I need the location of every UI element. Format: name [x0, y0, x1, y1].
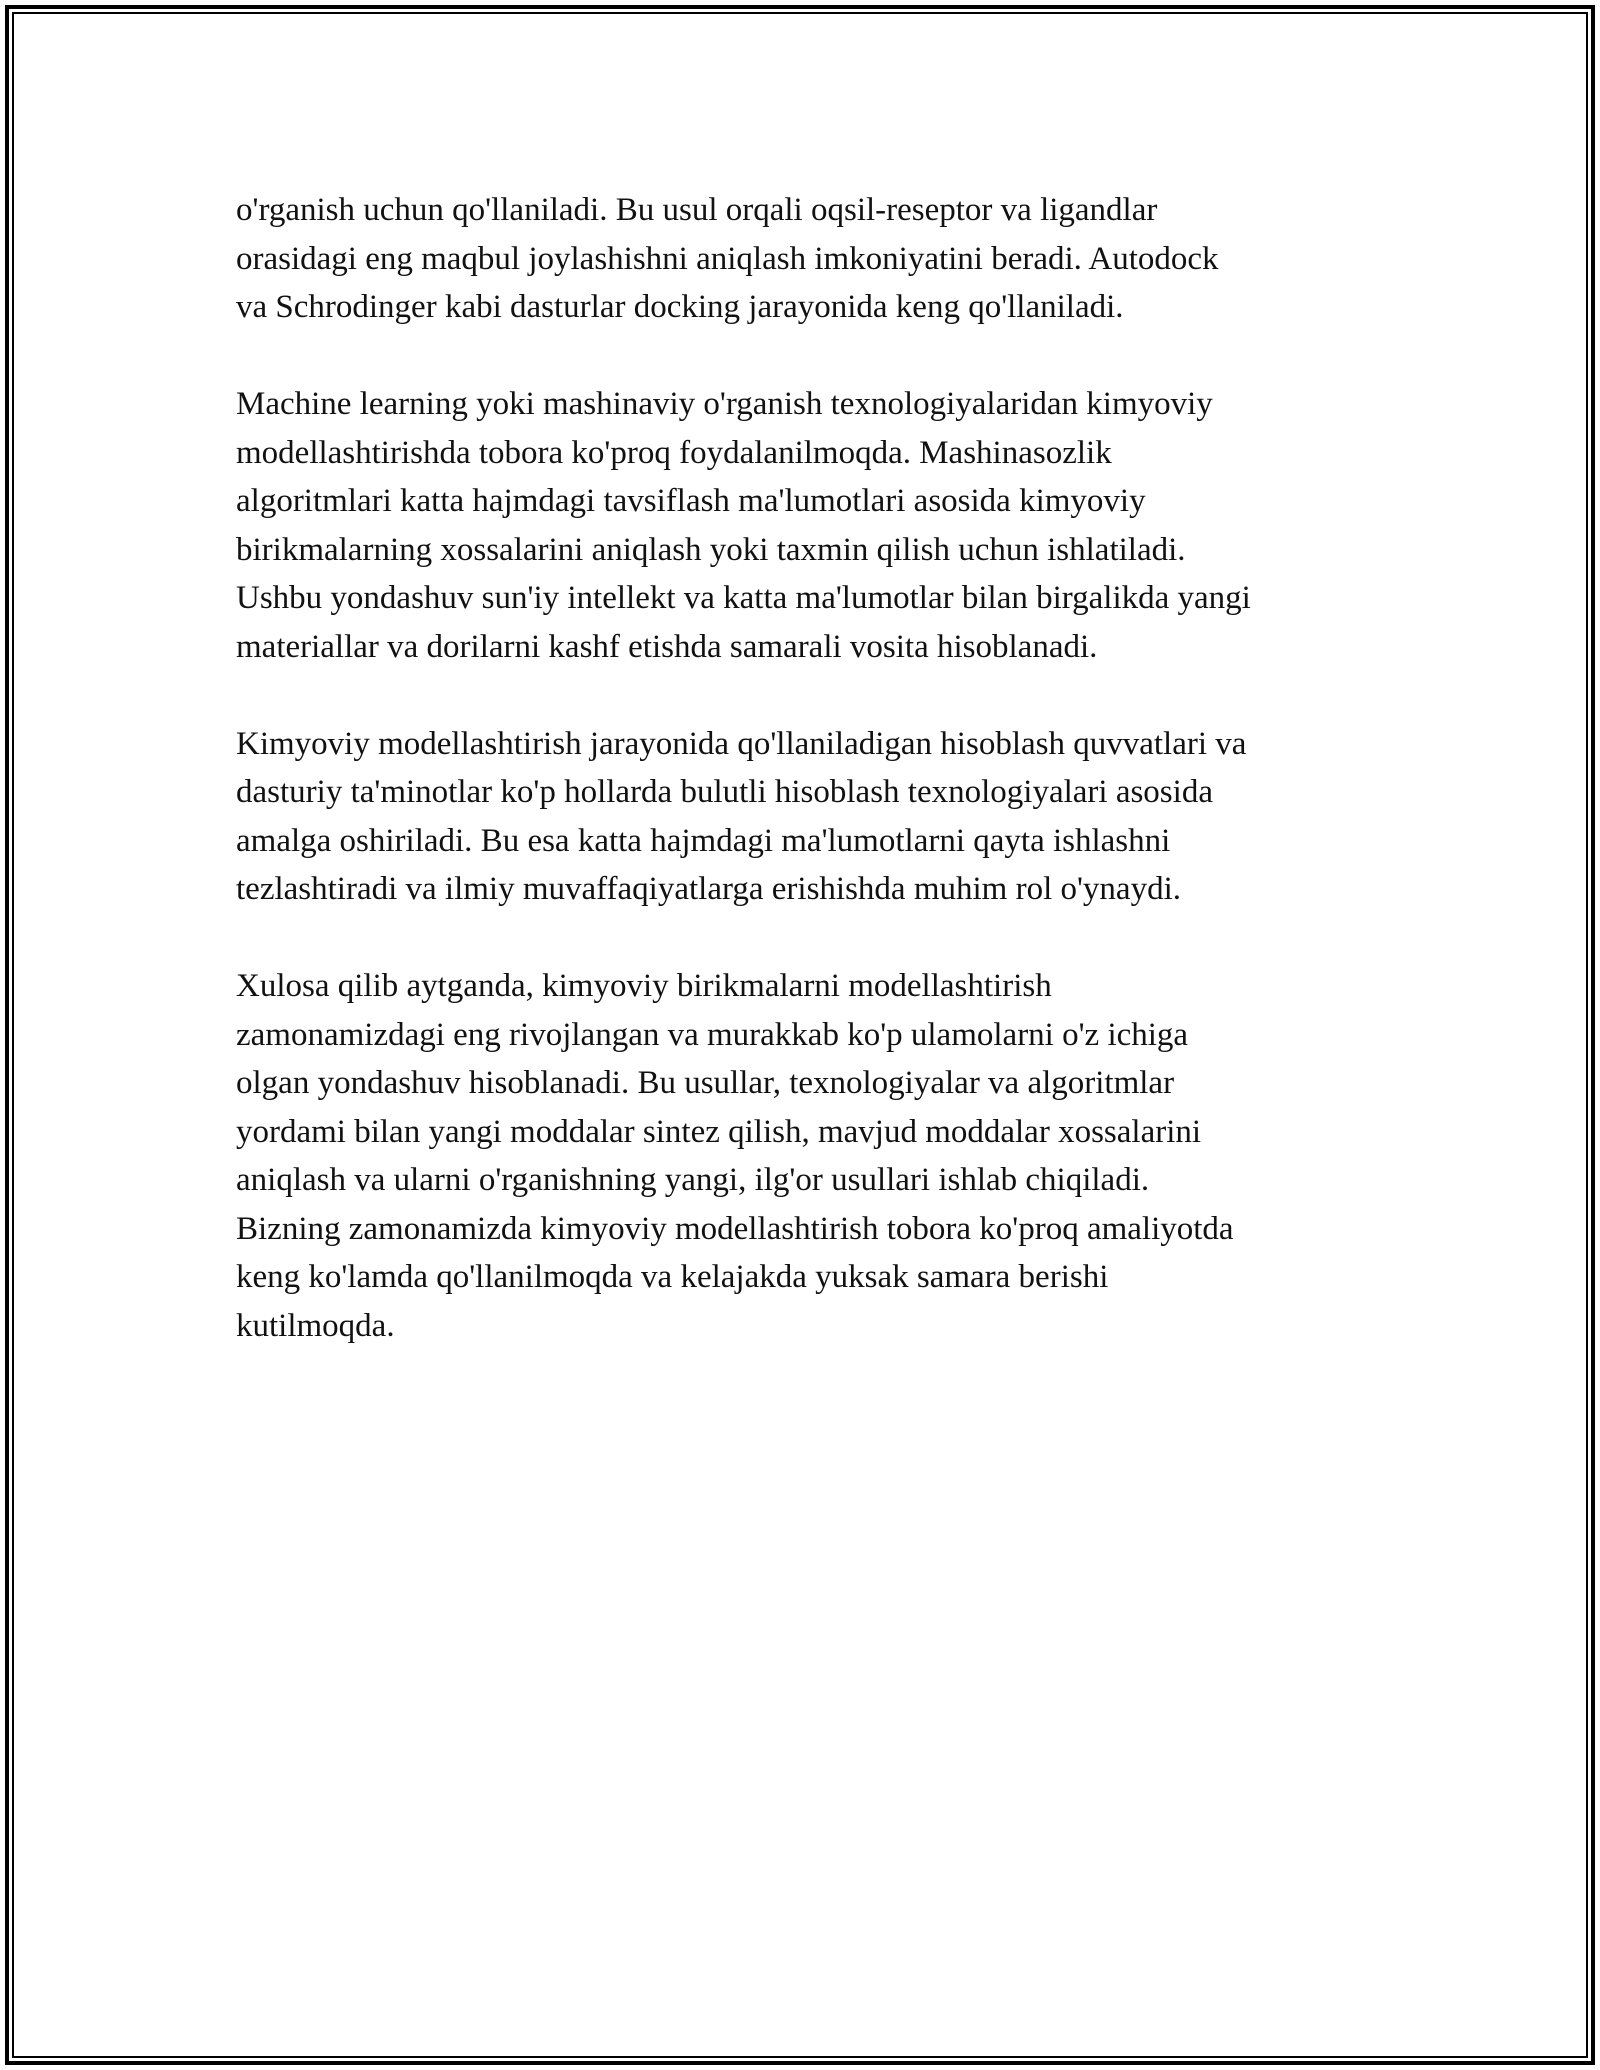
- text-line: aniqlash va ularni o'rganishning yangi, ilg'or usullari ishlab chiqiladi.: [236, 1162, 1150, 1198]
- paragraph-conclusion: [236, 962, 1376, 1350]
- text-line: Ushbu yondashuv sun'iy intellekt va katta ma'lumotlar bilan birgalikda yangi: [236, 580, 1251, 616]
- paragraph-machine-learning: [236, 380, 1376, 671]
- text-line: zamonamizdagi eng rivojlangan va murakkab ko'p ulamolarni o'z ichiga: [236, 1016, 1189, 1053]
- text-line: dasturiy ta'minotlar ko'p hollarda bulutli hisoblash texnologiyalari asosida: [236, 774, 1213, 810]
- text-line: Xulosa qilib aytganda, kimyoviy birikmalarni modellashtirish: [236, 968, 1052, 1004]
- text-line: yordami bilan yangi moddalar sintez qilish, mavjud moddalar xossalarini: [236, 1113, 1202, 1150]
- text-line: va Schrodinger kabi dasturlar docking jarayonida keng qo'llaniladi.: [236, 289, 1124, 325]
- text-line: kutilmoqda.: [236, 1307, 395, 1344]
- document-body: [236, 186, 1376, 1399]
- text-line: amalga oshiriladi. Bu esa katta hajmdagi ma'lumotlarni qayta ishlashni: [236, 822, 1171, 859]
- text-line: tezlashtiradi va ilmiy muvaffaqiyatlarga erishishda muhim rol o'ynaydi.: [236, 871, 1181, 907]
- paragraph-cloud-computing: [236, 720, 1376, 914]
- text-line: materiallar va dorilarni kashf etishda samarali vosita hisoblanadi.: [236, 628, 1098, 665]
- text-line: algoritmlari katta hajmdagi tavsiflash ma'lumotlari asosida kimyoviy: [236, 483, 1146, 519]
- paragraph-docking: [236, 186, 1376, 332]
- text-line: Kimyoviy modellashtirish jarayonida qo'llaniladigan hisoblash quvvatlari va: [236, 725, 1247, 762]
- text-line: olgan yondashuv hisoblanadi. Bu usullar, texnologiyalar va algoritmlar: [236, 1065, 1175, 1101]
- text-line: keng ko'lamda qo'llanilmoqda va kelajakda yuksak samara berishi: [236, 1259, 1109, 1295]
- text-line: o'rganish uchun qo'llaniladi. Bu usul orqali oqsil-reseptor va ligandlar: [236, 192, 1158, 228]
- text-line: birikmalarning xossalarini aniqlash yoki taxmin qilish uchun ishlatiladi.: [236, 531, 1186, 568]
- text-line: orasidagi eng maqbul joylashishni aniqlash imkoniyatini beradi. Autodock: [236, 240, 1219, 277]
- text-line: modellashtirishda tobora ko'proq foydalanilmoqda. Mashinasozlik: [236, 434, 1112, 471]
- text-line: Bizning zamonamizda kimyoviy modellashtirish tobora ko'proq amaliyotda: [236, 1210, 1234, 1247]
- text-line: Machine learning yoki mashinaviy o'rganish texnologiyalaridan kimyoviy: [236, 386, 1213, 422]
